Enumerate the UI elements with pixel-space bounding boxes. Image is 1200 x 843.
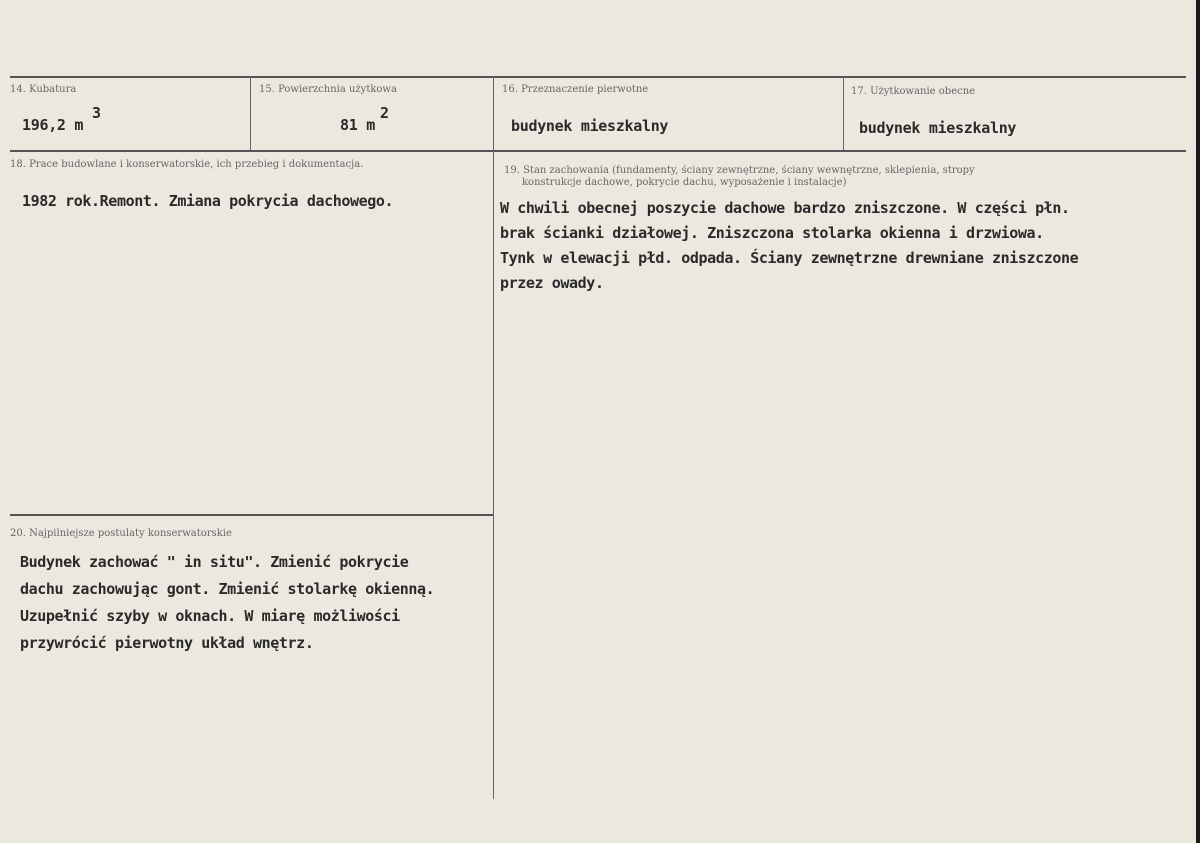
postulaty-line: Budynek zachować " in situ". Zmienić pokrycie	[20, 553, 409, 571]
stan-label-line1: 19. Stan zachowania (fundamenty, ściany zewnętrzne, ściany wewnętrzne, sklepienia, stropy	[504, 165, 975, 176]
postulaty-line: przywrócić pierwotny układ wnętrz.	[20, 634, 314, 652]
stan-line: Tynk w elewacji płd. odpada. Ściany zewnętrzne drewniane zniszczone	[500, 249, 1079, 267]
divider-16-17	[843, 77, 844, 150]
stan-label-line2: konstrukcje dachowe, pokrycie dachu, wyposażenie i instalacje)	[522, 177, 847, 188]
uzytkowanie-label: 17. Użytkowanie obecne	[851, 86, 976, 97]
section-20-rule	[10, 514, 494, 516]
prace-text	[22, 189, 393, 214]
postulaty-label: 20. Najpilniejsze postulaty konserwatorskie	[10, 528, 232, 539]
stan-line: brak ścianki działowej. Zniszczona stolarka okienna i drzwiowa.	[500, 224, 1044, 242]
przeznaczenie-label: 16. Przeznaczenie pierwotne	[502, 84, 649, 95]
uzytkowanie-value: budynek mieszkalny	[859, 119, 1017, 137]
prace-label: 18. Prace budowlane i konserwatorskie, ich przebieg i dokumentacja.	[10, 159, 364, 170]
divider-14-15	[250, 77, 251, 150]
prace-line: 1982 rok.Remont. Zmiana pokrycia dachowego.	[22, 192, 394, 210]
top-rule	[10, 76, 1186, 78]
stan-line: przez owady.	[500, 274, 604, 292]
postulaty-line: Uzupełnić szyby w oknach. W miarę możliwości	[20, 607, 400, 625]
powierzchnia-unit-exponent: 2	[380, 104, 390, 122]
header-row-rule	[10, 150, 1186, 152]
kubatura-label: 14. Kubatura	[10, 84, 77, 95]
postulaty-text	[20, 549, 434, 657]
divider-main	[493, 77, 494, 799]
przeznaczenie-value: budynek mieszkalny	[511, 117, 669, 135]
stan-text	[500, 196, 1078, 296]
postulaty-line: dachu zachowując gont. Zmienić stolarkę okienną.	[20, 580, 435, 598]
kubatura-unit-exponent: 3	[92, 104, 102, 122]
kubatura-value: 196,2 m	[22, 116, 84, 134]
powierzchnia-value: 81 m	[340, 116, 375, 134]
powierzchnia-label: 15. Powierzchnia użytkowa	[259, 84, 397, 95]
stan-line: W chwili obecnej poszycie dachowe bardzo zniszczone. W części płn.	[500, 199, 1070, 217]
